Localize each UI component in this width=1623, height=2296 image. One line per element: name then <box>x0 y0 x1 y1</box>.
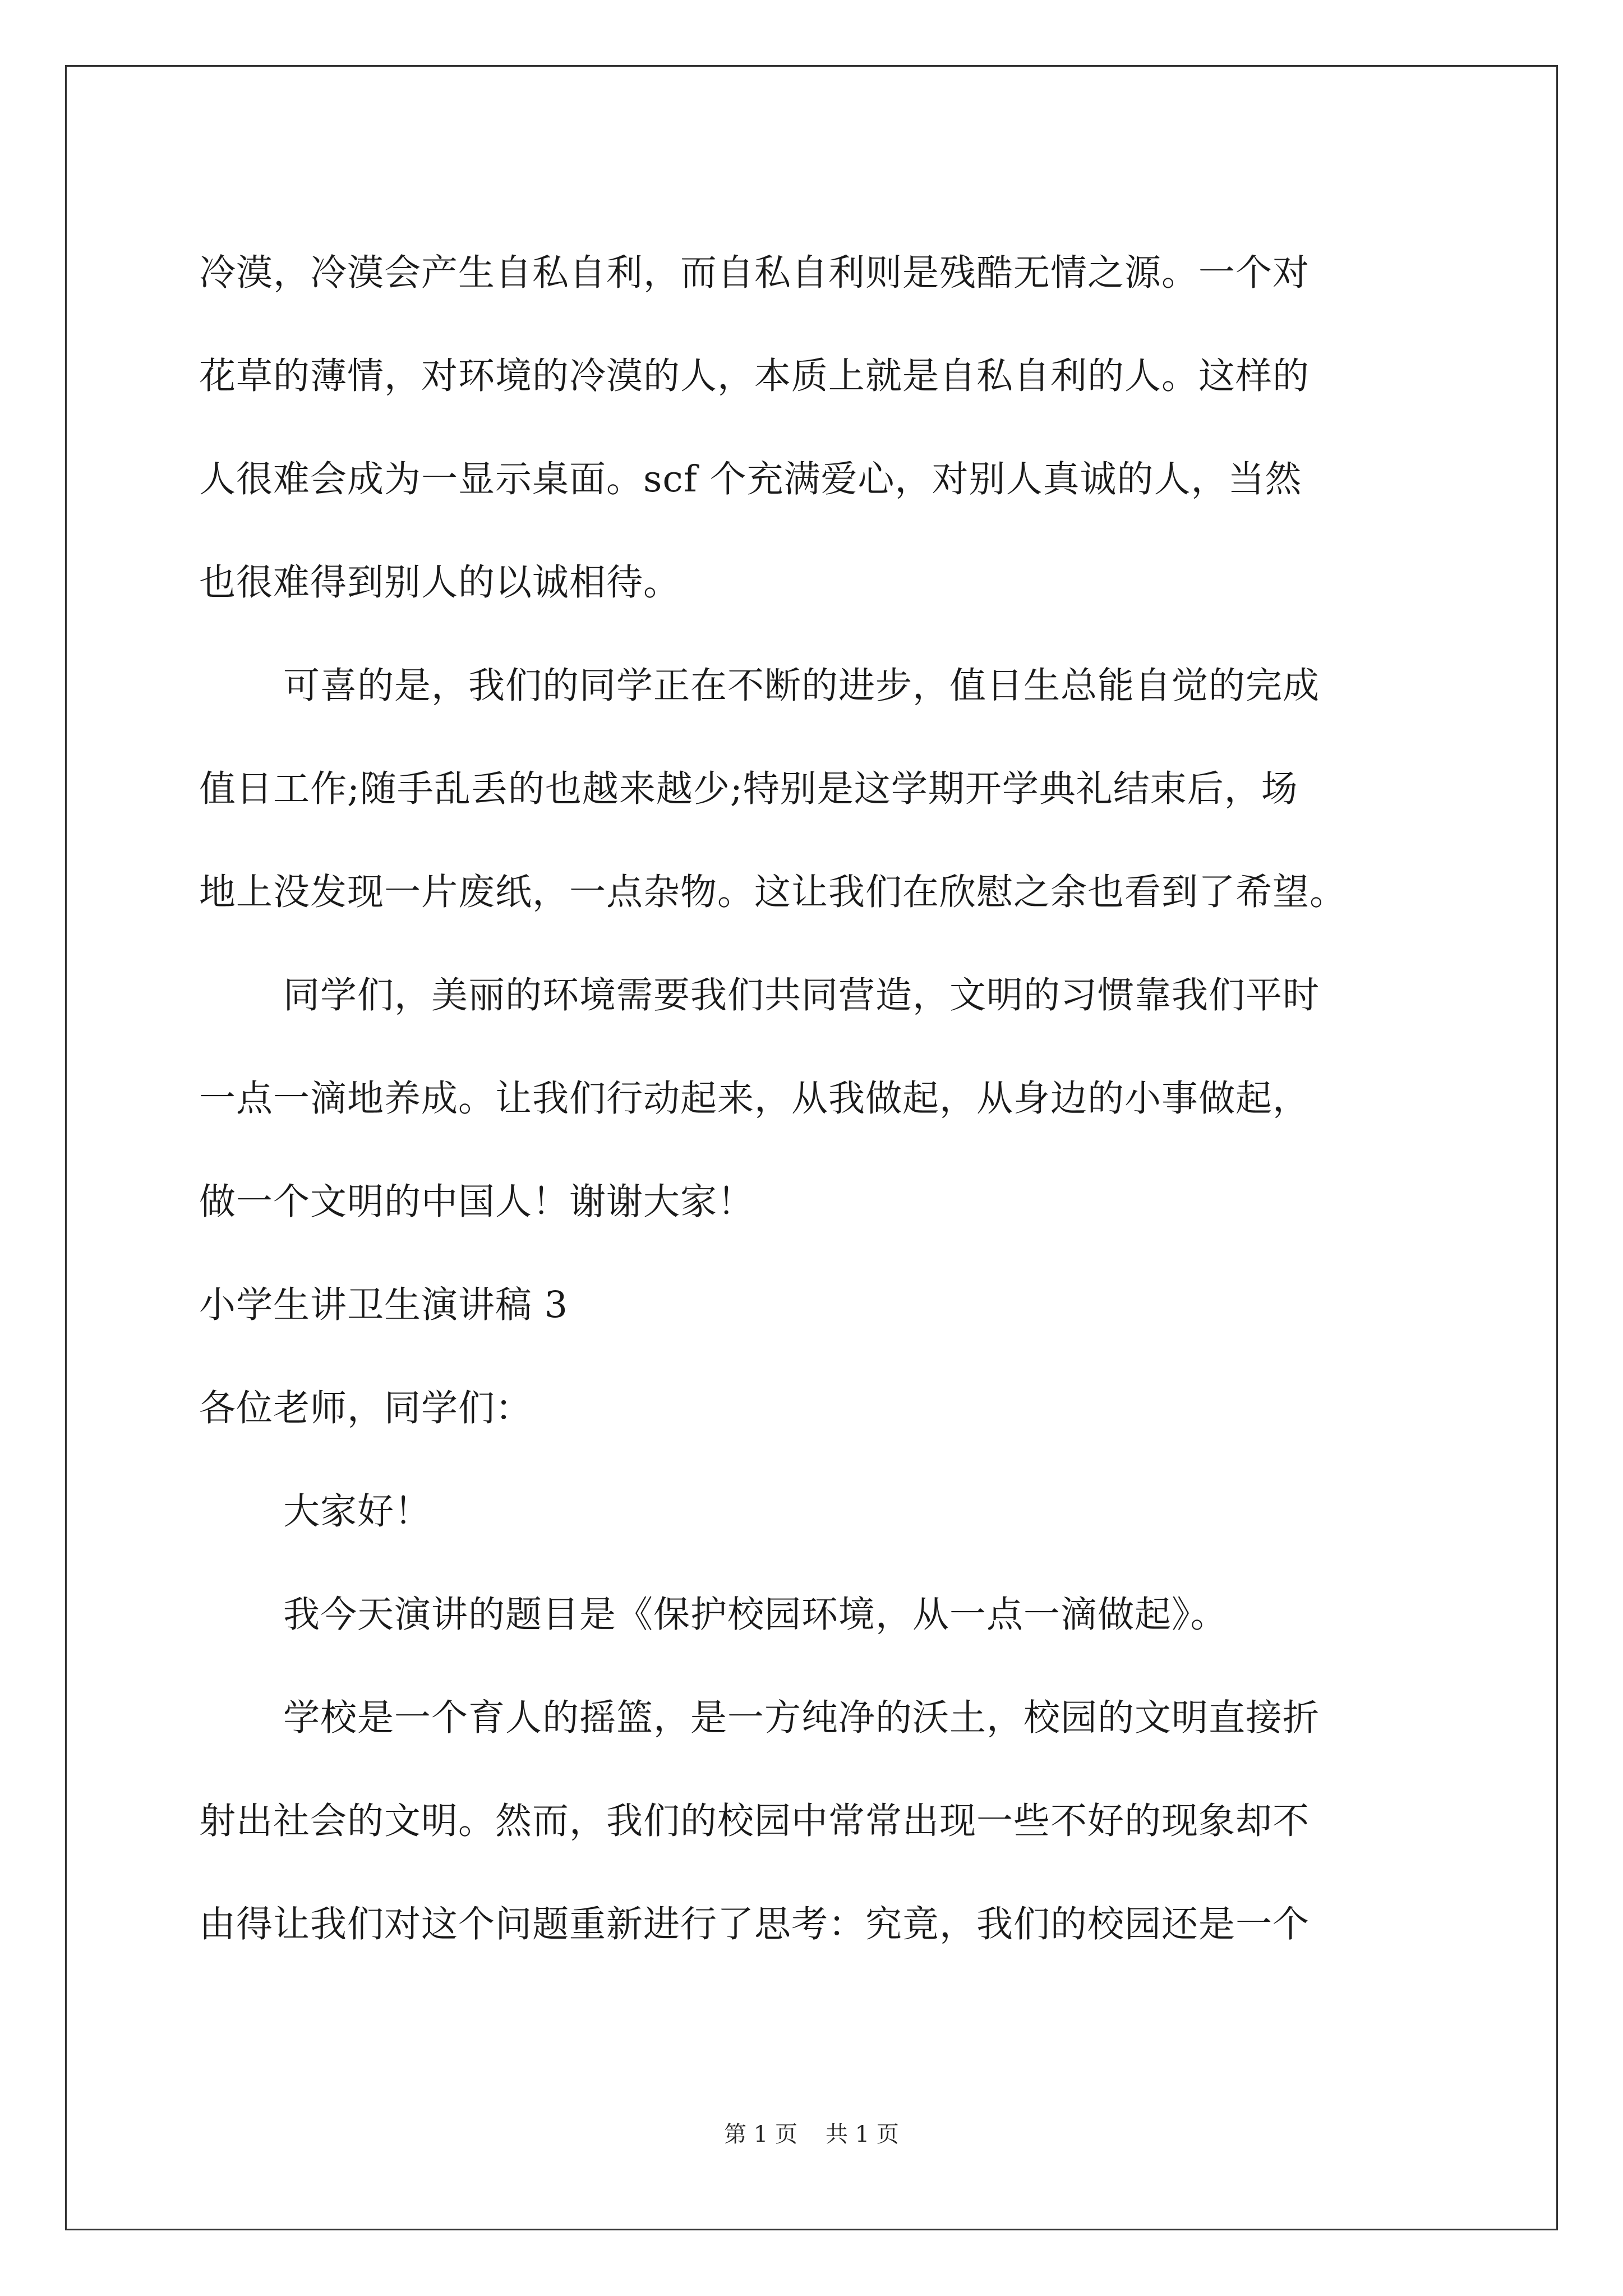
paragraph-start-line: 我今天演讲的题目是《保护校园环境，从一点一滴做起》。 <box>283 1594 1228 1636</box>
salutation: 各位老师，同学们： <box>199 1387 533 1429</box>
text-line: 人很难会成为一显示桌面。scf 个充满爱心，对别人真诚的人，当然 <box>199 458 1302 500</box>
page-number: 第 1 页 <box>724 2122 797 2147</box>
text-line: 值日工作;随手乱丢的也越来越少;特别是这学期开学典礼结束后，场 <box>199 768 1298 810</box>
text-line: 地上没发现一片废纸，一点杂物。这让我们在欣慰之余也看到了希望。 <box>199 871 1347 913</box>
greeting: 大家好！ <box>283 1490 432 1533</box>
page-total: 共 1 页 <box>826 2122 899 2147</box>
page-footer <box>0 2118 1623 2151</box>
text-line: 一点一滴地养成。让我们行动起来，从我做起，从身边的小事做起， <box>199 1078 1310 1120</box>
text-line: 冷漠，冷漠会产生自私自利，而自私自利则是残酷无情之源。一个对 <box>199 252 1310 294</box>
document-body <box>199 222 1433 1976</box>
text-line: 也很难得到别人的以诚相待。 <box>199 562 681 604</box>
paragraph-start-line: 同学们，美丽的环境需要我们共同营造，文明的习惯靠我们平时 <box>283 974 1320 1016</box>
text-line: 射出社会的文明。然而，我们的校园中常常出现一些不好的现象却不 <box>199 1800 1310 1842</box>
text-line: 花草的薄情，对环境的冷漠的人，本质上就是自私自利的人。这样的 <box>199 355 1310 397</box>
paragraph-start-line: 学校是一个育人的摇篮，是一方纯净的沃土，校园的文明直接折 <box>283 1697 1320 1739</box>
text-line: 做一个文明的中国人！谢谢大家！ <box>199 1181 755 1223</box>
paragraph-start-line: 可喜的是，我们的同学正在不断的进步，值日生总能自觉的完成 <box>283 665 1320 707</box>
text-line: 由得让我们对这个问题重新进行了思考：究竟，我们的校园还是一个 <box>199 1903 1310 1945</box>
section-title: 小学生讲卫生演讲稿 3 <box>199 1284 569 1326</box>
